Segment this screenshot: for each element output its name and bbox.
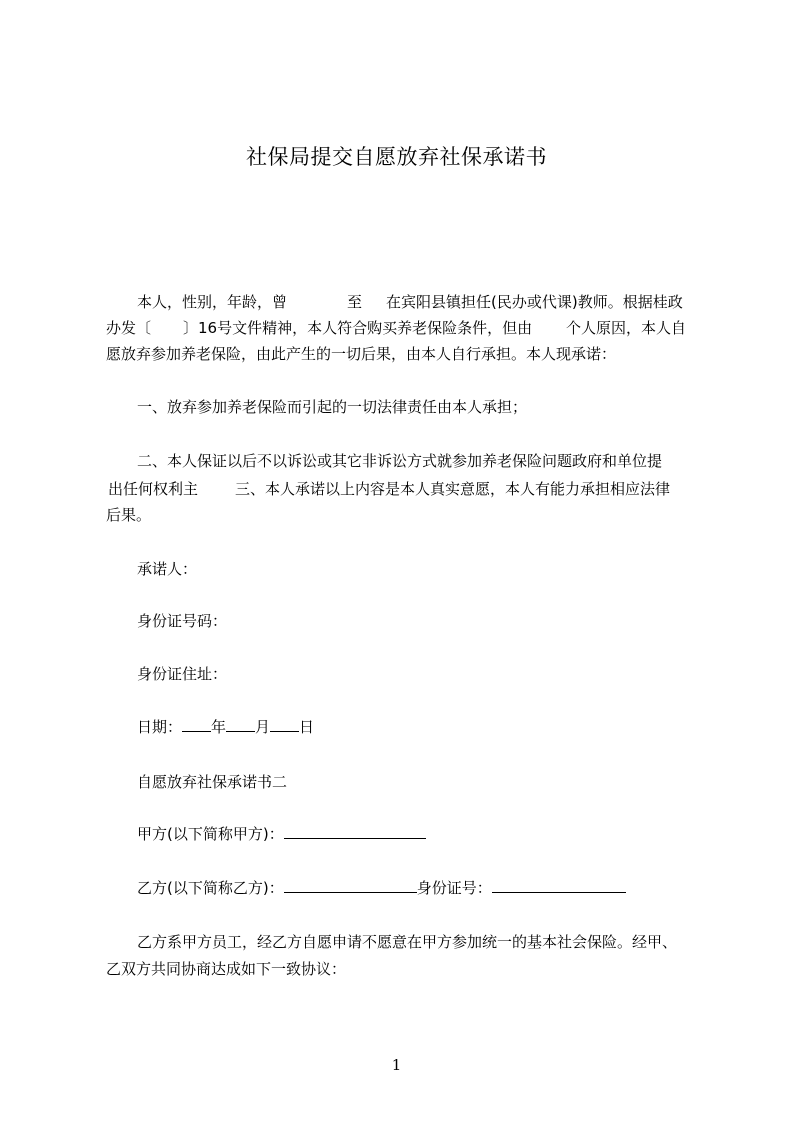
date-line bbox=[137, 716, 314, 738]
id-number-label: 身份证号码： bbox=[137, 612, 228, 630]
intro-line-1-part-1: 本人，性别，年龄，曾 bbox=[137, 293, 288, 311]
date-day-blank bbox=[270, 717, 299, 732]
intro-line-1-part-3: 在宾阳县镇担任(民办或代课)教师。根据桂政 bbox=[386, 293, 683, 311]
agreement-line-2: 乙双方共同协商达成如下一致协议： bbox=[106, 960, 347, 978]
party-b-line bbox=[137, 877, 626, 899]
date-year-blank bbox=[182, 717, 211, 732]
party-b-blank bbox=[284, 878, 417, 893]
promise-item-3: 三、本人承诺以上内容是本人真实意愿，本人有能力承担相应法律 bbox=[235, 480, 671, 498]
promisor-label: 承诺人： bbox=[137, 560, 198, 578]
id-address-label: 身份证住址： bbox=[137, 665, 228, 683]
promise-item-2-line-2-part-1: 出任何权利主 bbox=[108, 480, 199, 498]
intro-line-3: 愿放弃参加养老保险，由此产生的一切后果，由本人自行承担。本人现承诺： bbox=[106, 345, 617, 363]
promise-item-3-line-2: 后果。 bbox=[106, 506, 152, 524]
agreement-line-1: 乙方系甲方员工，经乙方自愿申请不愿意在甲方参加统一的基本社会保险。经甲、 bbox=[137, 933, 678, 951]
document-title: 社保局提交自愿放弃社保承诺书 bbox=[246, 145, 547, 169]
intro-line-1-part-2: 至 bbox=[347, 293, 363, 311]
second-title: 自愿放弃社保承诺书二 bbox=[137, 773, 288, 791]
promise-item-2-line-1: 二、本人保证以后不以诉讼或其它非诉讼方式就参加养老保险问题政府和单位提 bbox=[137, 452, 663, 470]
party-b-label: 乙方(以下简称乙方)： bbox=[137, 879, 284, 897]
date-year-label: 年 bbox=[211, 718, 227, 736]
party-b-id-label: 身份证号： bbox=[416, 879, 492, 897]
intro-line-2-part-3: 个人原因，本人自 bbox=[566, 319, 687, 337]
page-number: 1 bbox=[391, 1056, 402, 1074]
date-label: 日期： bbox=[137, 718, 183, 736]
party-a-line bbox=[137, 823, 426, 845]
party-b-id-blank bbox=[492, 878, 626, 893]
intro-line-2-part-1: 办发〔 bbox=[106, 319, 152, 337]
date-day-label: 日 bbox=[299, 718, 315, 736]
party-a-label: 甲方(以下简称甲方)： bbox=[137, 825, 284, 843]
date-month-blank bbox=[226, 717, 255, 732]
intro-line-2-part-2: 〕16号文件精神，本人符合购买养老保险条件，但由 bbox=[183, 319, 533, 337]
date-month-label: 月 bbox=[255, 718, 271, 736]
promise-item-1: 一、放弃参加养老保险而引起的一切法律责任由本人承担； bbox=[137, 398, 528, 416]
party-a-blank bbox=[284, 824, 426, 839]
